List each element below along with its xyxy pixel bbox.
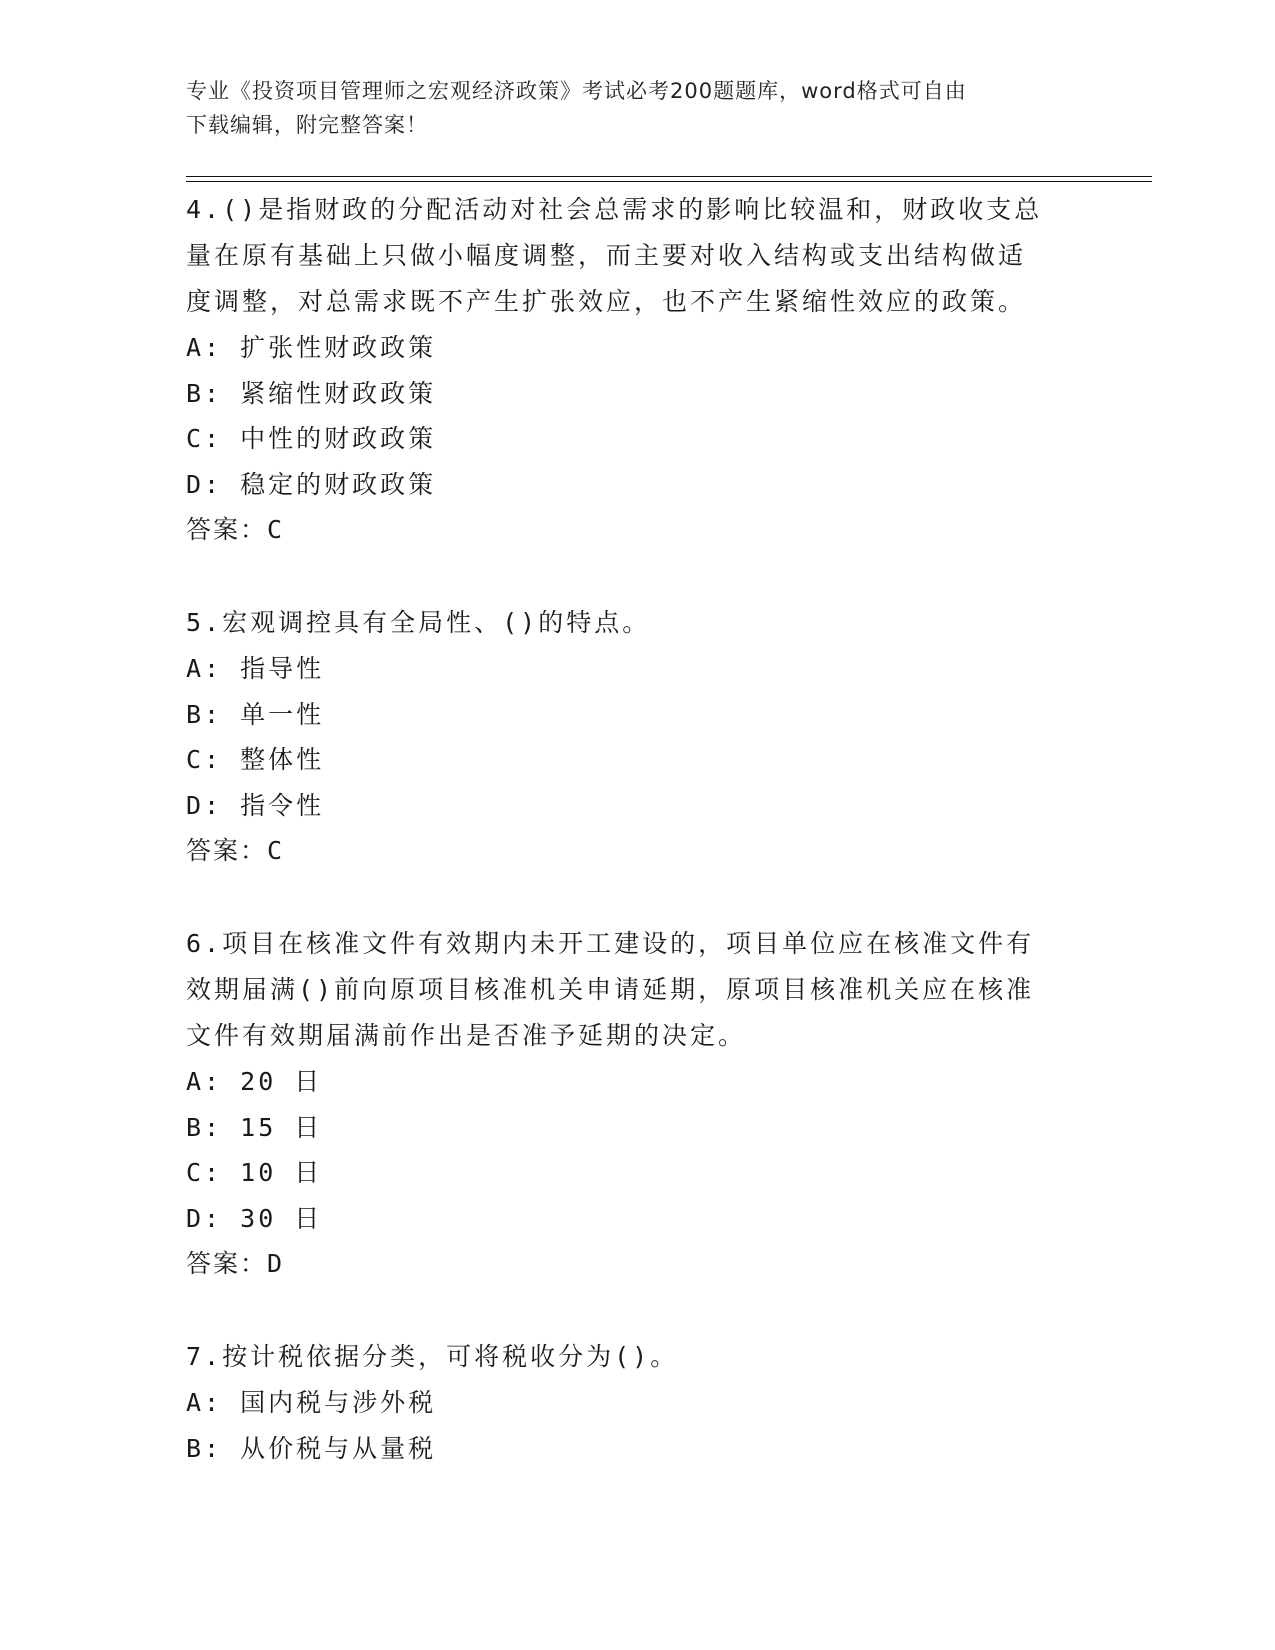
answer-label: 答案： <box>186 836 268 865</box>
header-divider-bottom <box>186 181 1152 182</box>
option-a: A: 扩张性财政政策 <box>186 333 437 362</box>
question-stem-line: 4.()是指财政的分配活动对社会总需求的影响比较温和，财政收支总 <box>186 195 1043 224</box>
answer-label: 答案： <box>186 515 268 544</box>
header-line-1: 专业《投资项目管理师之宏观经济政策》考试必考200题题库，word格式可自由 <box>186 79 967 103</box>
header-divider-top <box>186 176 1152 177</box>
question-stem-line: 5.宏观调控具有全局性、()的特点。 <box>186 608 651 637</box>
option-c: C: 整体性 <box>186 745 325 774</box>
option-a: A: 20 日 <box>186 1067 323 1096</box>
option-a: A: 国内税与涉外税 <box>186 1388 437 1417</box>
question-stem-line: 度调整，对总需求既不产生扩张效应，也不产生紧缩性效应的政策。 <box>186 287 1027 316</box>
answer-line <box>186 828 1066 874</box>
question-7 <box>186 1334 1066 1471</box>
option-b: B: 紧缩性财政政策 <box>186 378 437 408</box>
question-5 <box>186 600 1066 874</box>
question-4 <box>186 187 1066 553</box>
answer-label: 答案： <box>186 1249 268 1278</box>
answer-line <box>186 507 1066 553</box>
option-d: D: 30 日 <box>186 1203 323 1233</box>
option-c: C: 中性的财政政策 <box>186 424 437 453</box>
question-stem-line: 7.按计税依据分类，可将税收分为()。 <box>186 1342 679 1371</box>
question-list <box>186 187 1066 1518</box>
question-stem-line: 效期届满()前向原项目核准机关申请延期，原项目核准机关应在核准 <box>186 975 1035 1004</box>
option-d: D: 指令性 <box>186 790 325 820</box>
answer-value: C <box>267 836 285 865</box>
question-stem-line: 量在原有基础上只做小幅度调整，而主要对收入结构或支出结构做适 <box>186 241 1027 270</box>
option-c: C: 10 日 <box>186 1158 323 1187</box>
option-b: B: 15 日 <box>186 1112 323 1142</box>
question-stem-line: 6.项目在核准文件有效期内未开工建设的，项目单位应在核准文件有 <box>186 929 1035 958</box>
option-d: D: 稳定的财政政策 <box>186 469 437 499</box>
header-line-2: 下载编辑，附完整答案！ <box>186 113 428 137</box>
question-6 <box>186 921 1066 1287</box>
option-a: A: 指导性 <box>186 654 325 683</box>
answer-value: C <box>267 515 285 544</box>
option-b: B: 从价税与从量税 <box>186 1433 437 1463</box>
answer-line <box>186 1241 1066 1287</box>
answer-value: D <box>267 1249 285 1278</box>
question-stem-line: 文件有效期届满前作出是否准予延期的决定。 <box>186 1021 747 1050</box>
option-b: B: 单一性 <box>186 699 325 729</box>
document-header <box>186 74 1086 142</box>
